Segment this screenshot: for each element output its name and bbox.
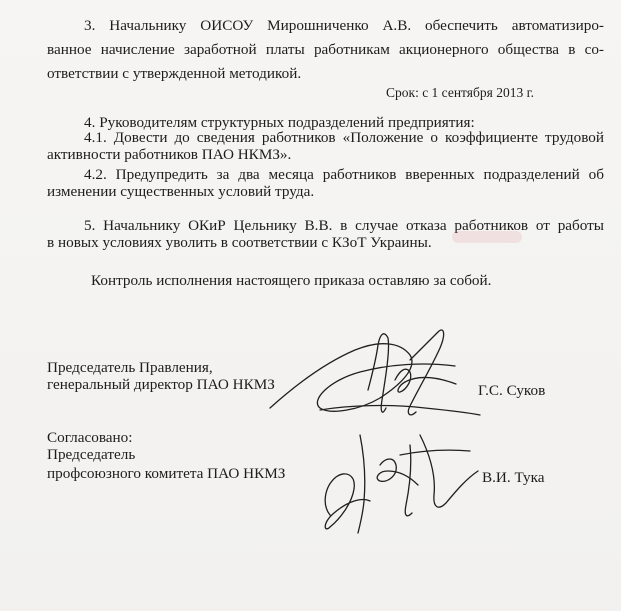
control-statement: Контроль исполнения настоящего приказа оставляю за собой. — [91, 272, 492, 289]
item3-deadline: Срок: с 1 сентября 2013 г. — [386, 85, 534, 100]
approval-label: Согласовано: — [47, 429, 133, 446]
signatory1-title-line1: Председатель Правления, — [47, 359, 213, 376]
item4-sub1-line2: активности работников ПАО НКМЗ». — [47, 146, 292, 163]
item4-sub2-line2: изменении существенных условий труда. — [47, 183, 315, 200]
approval-title-line1: Председатель — [47, 446, 136, 463]
item3-line1: 3. Начальнику ОИСОУ Мирошниченко А.В. обеспечить автоматизиро- — [84, 17, 604, 34]
item5-line1: 5. Начальнику ОКиР Цельнику В.В. в случае отказа работников от работы — [84, 217, 604, 234]
item3-line2: ванное начисление заработной платы работникам акционерного общества в со- — [47, 41, 604, 58]
signature-sukov — [260, 320, 490, 430]
approval-name: В.И. Тука — [482, 469, 545, 486]
signatory1-title-line2: генеральный директор ПАО НКМЗ — [47, 376, 275, 393]
item5-line2: в новых условиях уволить в соответствии с КЗоТ Украины. — [47, 234, 432, 251]
approval-title-line2: профсоюзного комитета ПАО НКМЗ — [47, 465, 286, 482]
item3-line3: ответствии с утвержденной методикой. — [47, 65, 302, 82]
signatory1-name: Г.С. Суков — [478, 382, 546, 399]
item4-line1: 4. Руководителям структурных подразделений предприятия: — [84, 114, 475, 131]
signature-tuka — [300, 415, 490, 545]
item4-sub1-line1: 4.1. Довести до сведения работников «Положение о коэффициенте трудовой — [84, 129, 604, 146]
item4-sub2-line1: 4.2. Предупредить за два месяца работников вверенных подразделений об — [84, 166, 604, 183]
pink-mark — [452, 231, 522, 243]
